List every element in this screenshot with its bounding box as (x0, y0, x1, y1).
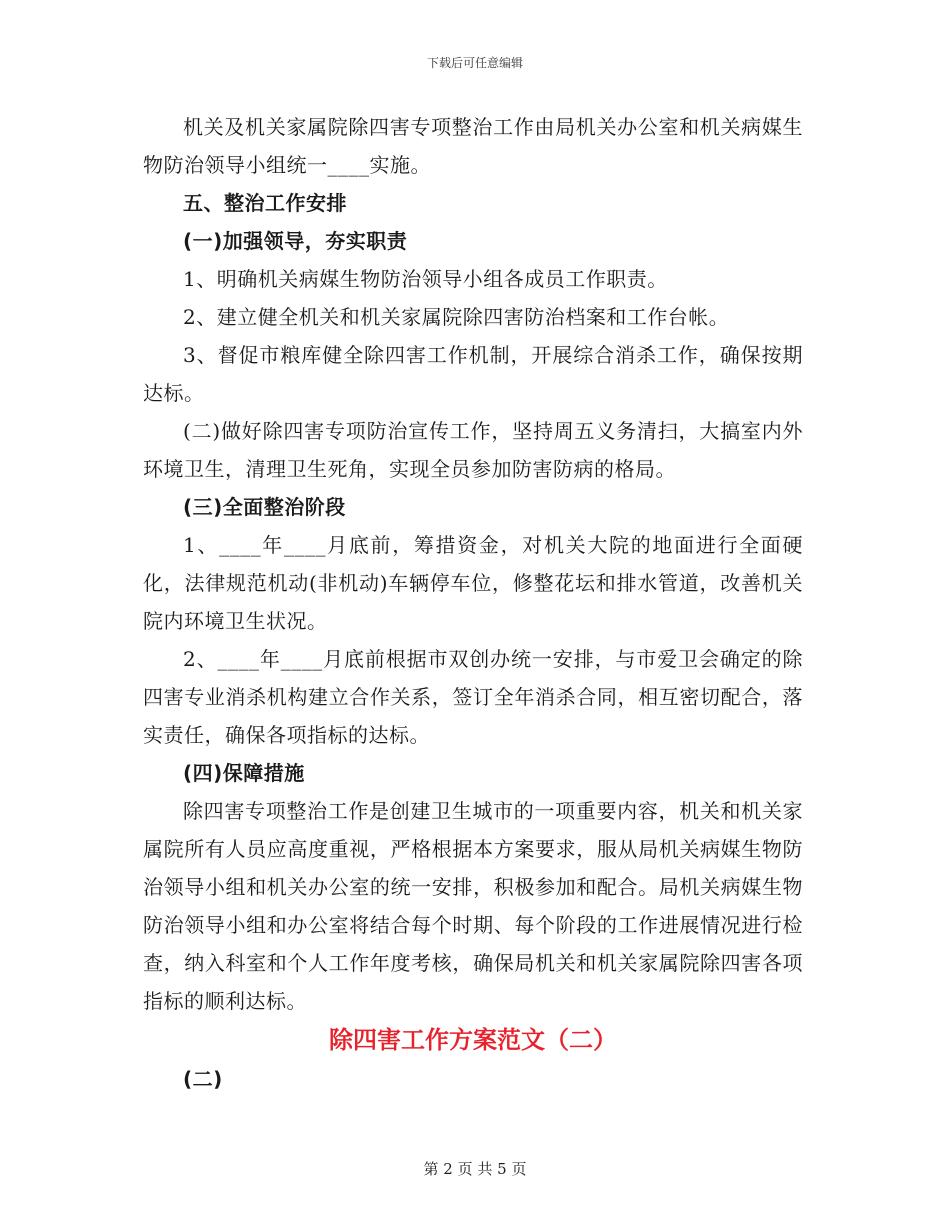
paragraph-rectification-1: 1、____年____月底前，筹措资金，对机关大院的地面进行全面硬化，法律规范机动(非机动)车辆停车位，修整花坛和排水管道，改善机关院内环境卫生状况。 (143, 533, 803, 633)
page-footer-number: 第 2 页 共 5 页 (423, 1160, 527, 1178)
paragraph-implementation: 机关及机关家属院除四害专项整治工作由局机关办公室和机关病媒生物防治领导小组统一____实施。 (143, 115, 803, 177)
heading-section-five: 五、整治工作安排 (183, 191, 347, 215)
heading-comprehensive-rectification: (三)全面整治阶段 (183, 495, 346, 519)
heading-safeguards: (四)保障措施 (183, 761, 305, 785)
paragraph-publicity: (二)做好除四害专项防治宣传工作，坚持周五义务清扫，大搞室内外环境卫生，清理卫生死角，实现全员参加防害防病的格局。 (143, 419, 803, 481)
paragraph-item-3: 3、督促市粮库健全除四害工作机制，开展综合消杀工作，确保按期达标。 (143, 343, 803, 405)
document-body (143, 108, 803, 1098)
section-title: 除四害工作方案范文（二） (329, 1026, 617, 1054)
paragraph-item-1: 1、明确机关病媒生物防治领导小组各成员工作职责。 (183, 267, 668, 291)
page-header-note: 下载后可任意编辑 (426, 56, 523, 70)
heading-part-two: (二) (183, 1067, 223, 1091)
heading-strengthen-leadership: (一)加强领导，夯实职责 (183, 229, 408, 253)
paragraph-safeguards: 除四害专项整治工作是创建卫生城市的一项重要内容，机关和机关家属院所有人员应高度重视，严格根据本方案要求，服从局机关病媒生物防治领导小组和机关办公室的统一安排，积极参加和配合。局机关病媒生物防治领导小组和办公室将结合每个时期、每个阶段的工作进展情况进行检查，纳入科室和个人工作年度考核，确保局机关和机关家属院除四害各项指标的顺利达标。 (143, 799, 803, 1013)
paragraph-item-2: 2、建立健全机关和机关家属院除四害防治档案和工作台帐。 (183, 305, 730, 329)
paragraph-rectification-2: 2、____年____月底前根据市双创办统一安排，与市爱卫会确定的除四害专业消杀机构建立合作关系，签订全年消杀合同，相互密切配合，落实责任，确保各项指标的达标。 (143, 647, 803, 747)
